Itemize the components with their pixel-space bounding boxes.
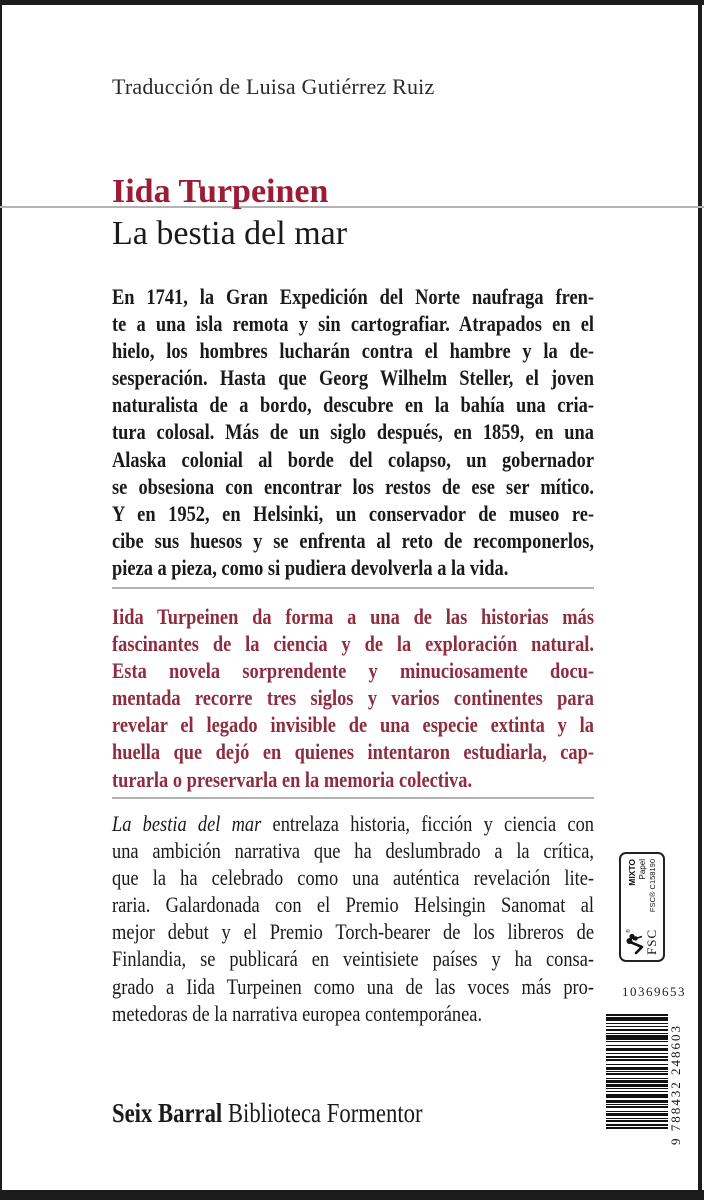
fsc-license-code: FSC® C158190 bbox=[648, 859, 657, 913]
fsc-wordmark: FSC bbox=[643, 928, 659, 955]
barcode-stripe bbox=[606, 1078, 668, 1079]
collection-name: Biblioteca Formentor bbox=[227, 1098, 423, 1128]
text-line: grado a Iida Turpeinen como una de las voces más pro- bbox=[112, 973, 594, 999]
barcode-stripe bbox=[606, 1127, 668, 1129]
isbn-number: 9 788432 248603 bbox=[668, 1024, 683, 1145]
text-line: metedoras de la narrativa europea contemporánea. bbox=[112, 1000, 483, 1026]
barcode-stripe bbox=[606, 1106, 668, 1108]
barcode-stripe bbox=[606, 1085, 668, 1087]
barcode-stripe bbox=[606, 1122, 668, 1124]
text-line: una ambición narrativa que ha deslumbrado a la crítica, bbox=[112, 838, 594, 864]
text-line: huella que dejó en quienes intentaron estudiarla, cap- bbox=[112, 739, 594, 765]
barcode-stripe bbox=[606, 1072, 668, 1073]
text-line: tura colosal. Más de un siglo después, en 1859, en una bbox=[112, 419, 594, 445]
barcode-stripe bbox=[606, 1014, 668, 1016]
barcode-stripe bbox=[606, 1059, 668, 1060]
line-rest: entrelaza historia, ficción y ciencia con bbox=[261, 811, 594, 836]
text-line: fascinantes de la ciencia y de la exploración natural. bbox=[112, 631, 594, 657]
barcode-stripe bbox=[606, 1065, 668, 1067]
barcode-stripe bbox=[606, 1016, 668, 1017]
barcode-stripe bbox=[606, 1092, 668, 1093]
barcode-stripe bbox=[606, 1048, 668, 1051]
barcode-stripe bbox=[606, 1079, 668, 1080]
barcode-stripe bbox=[606, 1058, 668, 1059]
barcode-stripe bbox=[606, 1075, 668, 1077]
cover-edge-bottom bbox=[0, 1190, 704, 1200]
barcode-stripe bbox=[606, 1073, 668, 1075]
text-line: Alaska colonial al borde del colapso, un gobernador bbox=[112, 446, 594, 472]
barcode-stripe bbox=[606, 1021, 668, 1023]
barcode-stripe bbox=[606, 1027, 668, 1028]
fsc-certification-label bbox=[619, 852, 665, 962]
barcode-stripe bbox=[606, 1105, 668, 1106]
barcode-stripe bbox=[606, 1031, 668, 1033]
text-line: naturalista de a bordo, descubre en la bahía una cria- bbox=[112, 392, 594, 418]
barcode-stripe bbox=[606, 1041, 668, 1042]
isbn-barcode-rotated bbox=[606, 1011, 686, 1145]
text-line: En 1741, la Gran Expedición del Norte naufraga fren- bbox=[112, 284, 594, 309]
publisher-name: Seix Barral bbox=[112, 1098, 223, 1128]
barcode-stripe bbox=[606, 1011, 668, 1013]
text-line: mejor debut y el Premio Torch-bearer de los libreros de bbox=[112, 919, 594, 945]
text-line: turarla o preservarla en la memoria colectiva. bbox=[112, 766, 473, 792]
text-line: pieza a pieza, como si pudiera devolverla a la vida. bbox=[112, 554, 509, 580]
highlight-paragraph bbox=[112, 603, 594, 793]
fsc-text-block bbox=[627, 859, 657, 925]
barcode-stripe bbox=[606, 1067, 668, 1069]
text-line: mentada recorre tres siglos y varios continentes para bbox=[112, 685, 594, 711]
synopsis-paragraph bbox=[112, 283, 594, 581]
barcode-stripe bbox=[606, 1033, 668, 1034]
barcode-stripe bbox=[606, 1111, 668, 1112]
publisher-imprint bbox=[112, 1098, 423, 1128]
barcode-stripe bbox=[606, 1040, 668, 1041]
barcode-stripe bbox=[606, 1061, 668, 1064]
fsc-tree-check-icon bbox=[625, 929, 645, 955]
text-line: hielo, los hombres lucharán contra el hambre y la de- bbox=[112, 338, 594, 364]
praise-paragraph bbox=[112, 810, 594, 1027]
barcode-stripe bbox=[606, 1100, 668, 1102]
text-line: te a una isla remota y sin cartografiar. Atrapados en el bbox=[112, 311, 594, 337]
barcode-stripe bbox=[606, 1126, 668, 1127]
fsc-material-label: Papel bbox=[638, 859, 647, 880]
book-title-italic: La bestia del mar bbox=[112, 811, 262, 836]
text-line: cibe sus huesos y se enfrenta al reto de recomponerlos, bbox=[112, 527, 594, 553]
barcode-stripe bbox=[606, 1104, 668, 1105]
text-line: revelar el legado invisible de una especie extinta y la bbox=[112, 712, 594, 738]
barcode-stripe bbox=[606, 1023, 668, 1024]
praise-paragraph-lines bbox=[112, 837, 594, 1027]
barcode-stripe bbox=[606, 1113, 668, 1116]
cover-edge-left bbox=[0, 0, 2, 1200]
barcode-stripe bbox=[606, 1034, 668, 1035]
barcode-stripe bbox=[606, 1080, 668, 1083]
text-line: Finlandia, se publicará en veintisiete países y ha consa- bbox=[112, 946, 594, 972]
barcode-stripe bbox=[606, 1112, 668, 1113]
svg-text:®: ® bbox=[625, 929, 632, 933]
barcode-stripe bbox=[606, 1119, 668, 1120]
barcode-stripe bbox=[606, 1087, 668, 1088]
barcode-stripe bbox=[606, 1089, 668, 1091]
text-line: Iida Turpeinen da forma a una de las historias más bbox=[112, 604, 594, 629]
barcode-stripe bbox=[606, 1088, 668, 1089]
barcode-stripe bbox=[606, 1120, 668, 1122]
title-rule-line bbox=[0, 206, 704, 208]
fsc-label-box bbox=[619, 852, 665, 962]
barcode-stripe bbox=[606, 1091, 668, 1092]
text-line: Y en 1952, en Helsinki, un conservador de museo re- bbox=[112, 500, 594, 526]
product-code: 10369653 bbox=[622, 984, 686, 999]
barcode-stripe bbox=[606, 1064, 668, 1065]
barcode-stripe bbox=[606, 1124, 668, 1125]
barcode-stripe bbox=[606, 1054, 668, 1056]
barcode-stripe bbox=[606, 1042, 668, 1044]
cover-edge-right bbox=[698, 0, 702, 1200]
barcode-stripe bbox=[606, 1017, 668, 1020]
translator-credit: Traducción de Luisa Gutiérrez Ruiz bbox=[112, 74, 435, 99]
barcode-stripe bbox=[606, 1098, 668, 1100]
barcode-stripe bbox=[606, 1029, 668, 1031]
barcode-stripe bbox=[606, 1118, 668, 1119]
text-line: se obsesiona con encontrar los restos de ese ser mítico. bbox=[112, 473, 594, 499]
barcode-stripe bbox=[606, 1053, 668, 1054]
text-line: que la ha celebrado como una auténtica revelación lite- bbox=[112, 865, 594, 891]
barcode-stripe bbox=[606, 1071, 668, 1072]
barcode-stripe bbox=[606, 1108, 668, 1110]
barcode-stripe bbox=[606, 1046, 668, 1048]
barcode-stripe bbox=[606, 1083, 668, 1084]
text-line: Esta novela sorprendente y minuciosamente docu- bbox=[112, 658, 594, 684]
barcode-stripe bbox=[606, 1070, 668, 1071]
barcode-stripe bbox=[606, 1024, 668, 1026]
cover-edge-top bbox=[0, 0, 704, 5]
text-line: raria. Galardonada con el Premio Helsingin Sanomat al bbox=[112, 892, 594, 918]
fsc-logo-block bbox=[625, 929, 660, 955]
book-title: La bestia del mar bbox=[112, 215, 348, 252]
barcode-stripe bbox=[606, 1103, 668, 1104]
text-line bbox=[112, 810, 594, 837]
barcode-stripe bbox=[606, 1116, 668, 1117]
barcode-bars bbox=[606, 1011, 668, 1129]
barcode-stripe bbox=[606, 1045, 668, 1046]
fsc-type-label: MIXTO bbox=[627, 859, 637, 886]
barcode-stripe bbox=[606, 1094, 668, 1099]
barcode-stripe bbox=[606, 1051, 668, 1052]
barcode-stripe bbox=[606, 1026, 668, 1027]
text-line: sesperación. Hasta que Georg Wilhelm Steller, el joven bbox=[112, 365, 594, 391]
divider-line-2 bbox=[112, 797, 594, 799]
barcode-stripe bbox=[606, 1056, 668, 1058]
author-name: Iida Turpeinen bbox=[112, 173, 329, 210]
isbn-barcode bbox=[606, 1011, 686, 1145]
barcode-stripe bbox=[606, 1035, 668, 1040]
divider-line-1 bbox=[112, 587, 594, 589]
